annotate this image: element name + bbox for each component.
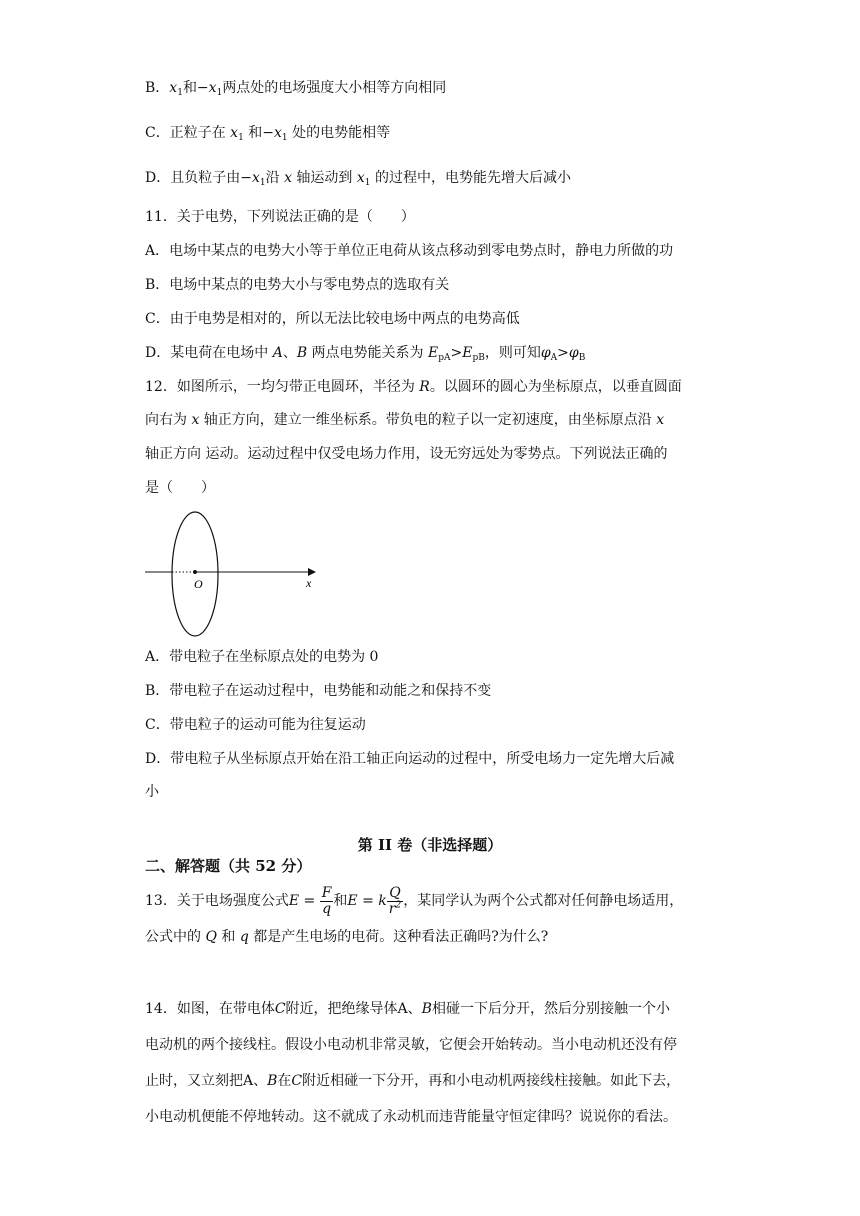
q11-option-d: D．某电荷在电场中 A、B 两点电势能关系为 $E_{pA}>E_{pB}$，则可知$\varphi_A>\varphi_B$ [145, 345, 586, 363]
q13-stem-line2: 公式中的 Q 和 q 都是产生电场的电荷。这种看法正确吗?为什么? [145, 929, 549, 945]
q11-option-c: C．由于电势是相对的，所以无法比较电场中两点的电势高低 [145, 311, 520, 327]
q12-stem-line1: 12．如图所示，一均匀带正电圆环，半径为 R。以圆环的圆心为坐标原点，以垂直圆面 [145, 379, 682, 395]
q14-stem-line2: 电动机的两个接线柱。假设小电动机非常灵敏，它便会开始转动。当小电动机还没有停 [145, 1037, 677, 1053]
section-title: 第 II 卷（非选择题） [357, 836, 503, 854]
q14-stem-line3: 止时，又立刻把A、B在C附近相碰一下分开，再和小电动机两接线柱接触。如此下去， [145, 1073, 681, 1089]
q10-option-b: B．$x_1$和$-x_1$两点处的电场强度大小相等方向相同 [145, 80, 447, 98]
section-subtitle: 二、解答题（共 52 分） [145, 857, 312, 875]
axis-label: x [306, 576, 312, 590]
q12-stem-line2: 向右为 x 轴正方向，建立一维坐标系。带负电的粒子以一定初速度，由坐标原点沿 x [145, 412, 665, 428]
q11-option-a: A．电场中某点的电势大小等于单位正电荷从该点移动到零电势点时，静电力所做的功 [145, 243, 674, 259]
q10-option-d: D．且负粒子由$-x_1$沿 x 轴运动到 $x_1$ 的过程中，电势能先增大后减小 [145, 170, 571, 188]
q12-option-d-line1: D．带电粒子从坐标原点开始在沿工轴正向运动的过程中，所受电场力一定先增大后减 [145, 751, 675, 767]
formula-q-over-r2: $\frac{Q}{r^2}$ [388, 884, 402, 917]
q14-stem-line1: 14．如图，在带电体C附近，把绝缘导体A、B相碰一下后分开，然后分别接触一个小 [145, 1001, 670, 1017]
q12-stem-line4: 是（ ） [145, 480, 215, 496]
q12-option-a: A．带电粒子在坐标原点处的电势为 0 [145, 649, 379, 665]
q10-option-c: C．正粒子在 $x_1$ 和$-x_1$ 处的电势能相等 [145, 125, 391, 143]
origin-label: O [194, 577, 203, 591]
q14-stem-line4: 小电动机便能不停地转动。这不就成了永动机而违背能量守恒定律吗？说说你的看法。 [145, 1109, 677, 1125]
ring-axis-figure [140, 508, 330, 648]
q12-option-c: C．带电粒子的运动可能为往复运动 [145, 717, 366, 733]
q13-stem-line1: 13．关于电场强度公式E = $\frac{F}{q}$ 和E = k $\frac{Q}{r^2}$ ，某同学认为两个公式都对任何静电场适用， [145, 884, 684, 917]
formula-f-over-q: $\frac{F}{q}$ [321, 884, 332, 917]
q12-stem-line3: 轴正方向 运动。运动过程中仅受电场力作用，设无穷远处为零势点。下列说法正确的 [145, 446, 668, 462]
origin-dot [193, 570, 197, 574]
q12-option-d-line2: 小 [145, 784, 159, 800]
x-axis-arrow [308, 568, 316, 576]
q11-option-b: B．电场中某点的电势大小与零电势点的选取有关 [145, 277, 450, 293]
q11-stem: 11．关于电势，下列说法正确的是（ ） [145, 209, 415, 225]
q12-option-b: B．带电粒子在运动过程中，电势能和动能之和保持不变 [145, 683, 492, 699]
